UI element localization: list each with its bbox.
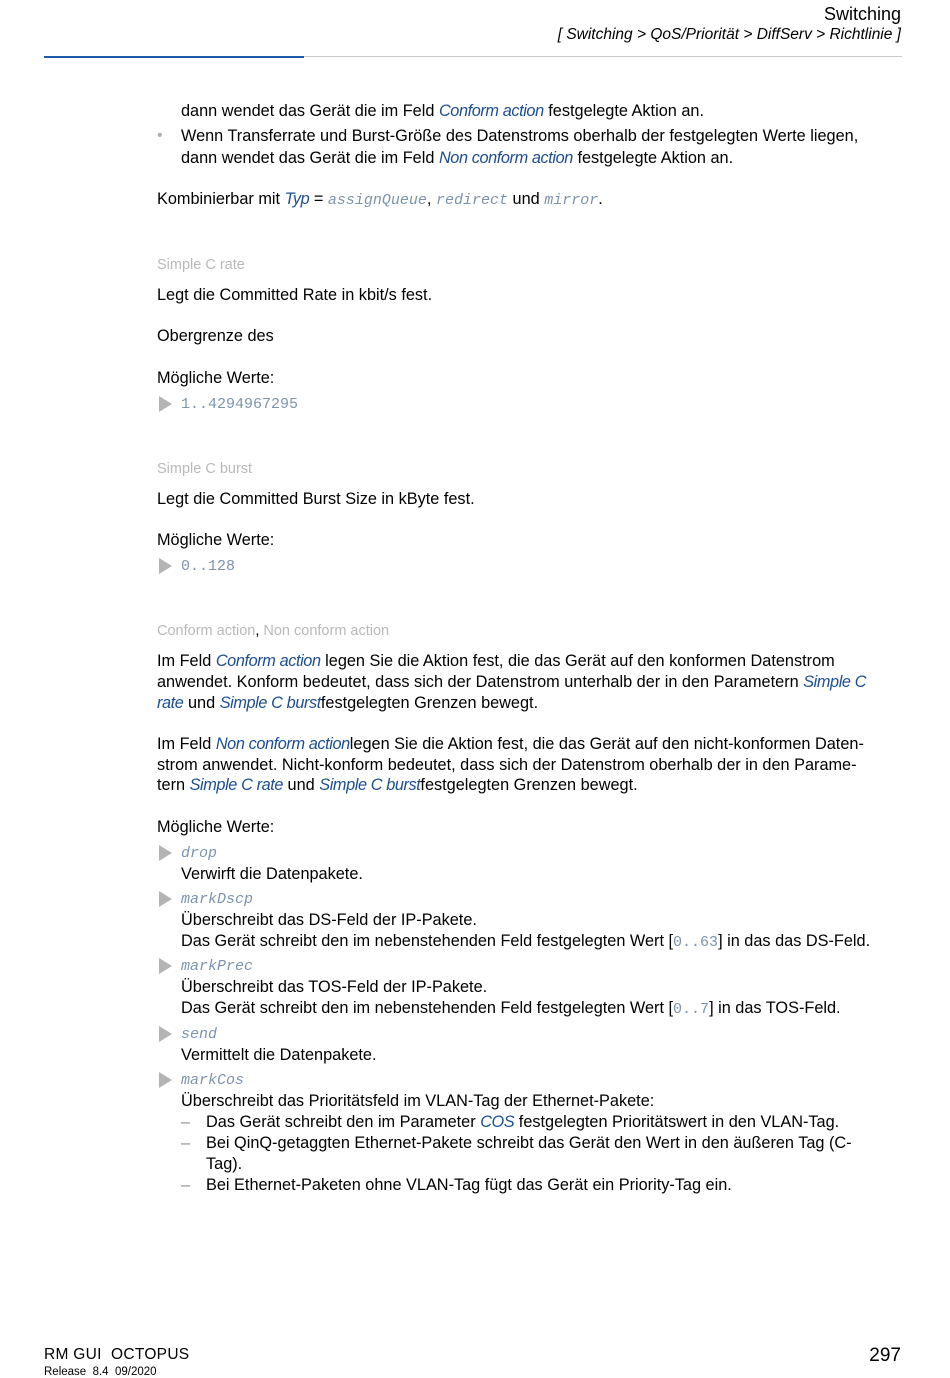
- ref-cos: COS: [480, 1113, 515, 1131]
- markprec-desc-1: Überschreibt das TOS-Feld der IP-Pakete.: [181, 978, 488, 996]
- markcos-sub-2-line-2: Tag).: [206, 1155, 243, 1173]
- actions-text: und: [283, 776, 320, 794]
- value-redirect: redirect: [435, 192, 508, 209]
- ref-simple-c-rate: rate: [157, 694, 184, 712]
- simple-c-burst-range: 0..128: [181, 558, 236, 575]
- footer-document-name: RM GUI OCTOPUS: [44, 1346, 190, 1363]
- combinable-text: Kombinierbar mit: [157, 190, 285, 208]
- markdscp-desc-1: Überschreibt das DS-Feld der IP-Pakete.: [181, 911, 477, 929]
- markprec-text: Das Gerät schreibt den im nebenstehenden Feld festgelegten Wert [: [181, 999, 674, 1017]
- value-markdscp: markDscp: [181, 891, 254, 908]
- markcos-text: Das Gerät schreibt den im Parameter: [206, 1113, 481, 1131]
- actions-text: und: [183, 694, 220, 712]
- markcos-sub-2-line-1: Bei QinQ-getaggten Ethernet-Pakete schreibt das Gerät den Wert in den äußeren Tag (C-: [206, 1134, 852, 1152]
- simple-c-burst-desc: Legt die Committed Burst Size in kByte fest.: [157, 490, 475, 508]
- markcos-text: festgelegten Prioritätswert in den VLAN-Tag.: [514, 1113, 840, 1131]
- combinable-line: [157, 190, 603, 209]
- markdscp-desc-2: [181, 932, 870, 951]
- simple-c-rate-desc: Legt die Committed Rate in kbit/s fest.: [157, 286, 433, 304]
- simple-c-rate-upper-limit: Obergrenze des: [157, 327, 274, 345]
- param-title-separator: ,: [255, 623, 264, 639]
- ref-non-conform-action: Non conform action: [215, 735, 350, 753]
- simple-c-rate-possible-values-label: Mögliche Werte:: [157, 369, 275, 387]
- triangle-bullet-icon: [159, 396, 172, 412]
- actions-p1-line-2: [157, 673, 866, 692]
- triangle-bullet-icon: [159, 558, 172, 574]
- param-title-conform-action: Conform action: [157, 623, 256, 639]
- combinable-text: .: [598, 190, 603, 208]
- dash-bullet: –: [181, 1113, 191, 1131]
- value-markcos: markCos: [181, 1072, 245, 1089]
- markcos-desc: Überschreibt das Prioritätsfeld im VLAN-Tag der Ethernet-Pakete:: [181, 1092, 655, 1110]
- actions-p1-line-3: [157, 694, 538, 713]
- ref-simple-c-burst: Simple C burst: [319, 776, 421, 794]
- combinable-text: ,: [426, 190, 436, 208]
- breadcrumb: [ Switching > QoS/Priorität > DiffServ > Richtlinie ]: [557, 26, 901, 43]
- actions-text: festgelegten Grenzen bewegt.: [420, 776, 638, 794]
- value-assignqueue: assignQueue: [327, 192, 427, 209]
- ref-conform-action: Conform action: [215, 652, 321, 670]
- combinable-text: =: [309, 190, 328, 208]
- markdscp-range: 0..63: [673, 934, 719, 951]
- param-title-actions: [157, 623, 389, 639]
- ref-conform-action: Conform action: [438, 102, 544, 120]
- triangle-bullet-icon: [159, 1026, 172, 1042]
- intro-text: dann wendet das Gerät die im Feld: [181, 149, 439, 167]
- ref-simple-c-burst: Simple C burst: [219, 694, 321, 712]
- ref-non-conform-action: Non conform action: [438, 149, 573, 167]
- dash-bullet: –: [181, 1176, 191, 1194]
- simple-c-rate-range: 1..4294967295: [181, 396, 299, 413]
- markcos-sub-1: [206, 1113, 839, 1132]
- markdscp-text: Das Gerät schreibt den im nebenstehenden Feld festgelegten Wert [: [181, 932, 674, 950]
- drop-desc: Verwirft die Datenpakete.: [181, 865, 363, 883]
- markcos-sub-3: Bei Ethernet-Paketen ohne VLAN-Tag fügt das Gerät ein Priority-Tag ein.: [206, 1176, 732, 1194]
- ref-simple-c-rate: Simple C: [803, 673, 867, 691]
- intro-bullet-2-line-2: [181, 149, 733, 168]
- actions-p2-line-2: strom anwendet. Nicht-konform bedeutet, dass sich der Datenstrom oberhalb der in den Parame-: [157, 756, 857, 774]
- actions-p2-line-1: [157, 735, 864, 754]
- header-divider-accent: [44, 56, 304, 58]
- actions-text: anwendet. Konform bedeutet, dass sich der Datenstrom unterhalb der in den Parametern: [157, 673, 804, 691]
- value-mirror: mirror: [544, 192, 599, 209]
- actions-text: legen Sie die Aktion fest, die das Gerät auf den nicht-konformen Daten-: [349, 735, 864, 753]
- header-section-title: Switching: [823, 4, 901, 24]
- triangle-bullet-icon: [159, 1072, 172, 1088]
- value-drop: drop: [181, 845, 218, 862]
- param-title-simple-c-rate: Simple C rate: [157, 257, 245, 273]
- actions-text: legen Sie die Aktion fest, die das Gerät auf den konformen Datenstrom: [320, 652, 835, 670]
- markprec-desc-2: [181, 999, 841, 1018]
- intro-line-1: [181, 102, 704, 121]
- value-markprec: markPrec: [181, 958, 254, 975]
- intro-text: dann wendet das Gerät die im Feld: [181, 102, 439, 120]
- markdscp-text: ] in das das DS-Feld.: [718, 932, 871, 950]
- simple-c-burst-possible-values-label: Mögliche Werte:: [157, 531, 275, 549]
- param-title-simple-c-burst: Simple C burst: [157, 461, 253, 477]
- actions-text: festgelegten Grenzen bewegt.: [320, 694, 539, 712]
- markprec-text: ] in das TOS-Feld.: [709, 999, 841, 1017]
- actions-possible-values-label: Mögliche Werte:: [157, 818, 275, 836]
- send-desc: Vermittelt die Datenpakete.: [181, 1046, 377, 1064]
- footer-release: Release 8.4 09/2020: [44, 1366, 157, 1378]
- param-title-non-conform-action: Non conform action: [263, 623, 390, 639]
- actions-p1-line-1: [157, 652, 835, 671]
- triangle-bullet-icon: [159, 891, 172, 907]
- bullet-dot: •: [157, 127, 163, 144]
- intro-text: festgelegte Aktion an.: [572, 149, 734, 167]
- combinable-text: und: [508, 190, 545, 208]
- actions-p2-line-3: [157, 776, 638, 795]
- value-send: send: [181, 1026, 218, 1043]
- actions-text: Im Feld: [157, 735, 216, 753]
- dash-bullet: –: [181, 1134, 191, 1152]
- triangle-bullet-icon: [159, 958, 172, 974]
- intro-bullet-2-line-1: Wenn Transferrate und Burst-Größe des Datenstroms oberhalb der festgelegten Werte liegen,: [181, 127, 859, 145]
- actions-text: Im Feld: [157, 652, 216, 670]
- markprec-range: 0..7: [673, 1001, 710, 1018]
- ref-simple-c-rate: Simple C rate: [189, 776, 284, 794]
- triangle-bullet-icon: [159, 845, 172, 861]
- ref-typ: Typ: [284, 190, 310, 208]
- intro-text: festgelegte Aktion an.: [543, 102, 704, 120]
- actions-text: tern: [157, 776, 190, 794]
- page-number: 297: [869, 1345, 901, 1366]
